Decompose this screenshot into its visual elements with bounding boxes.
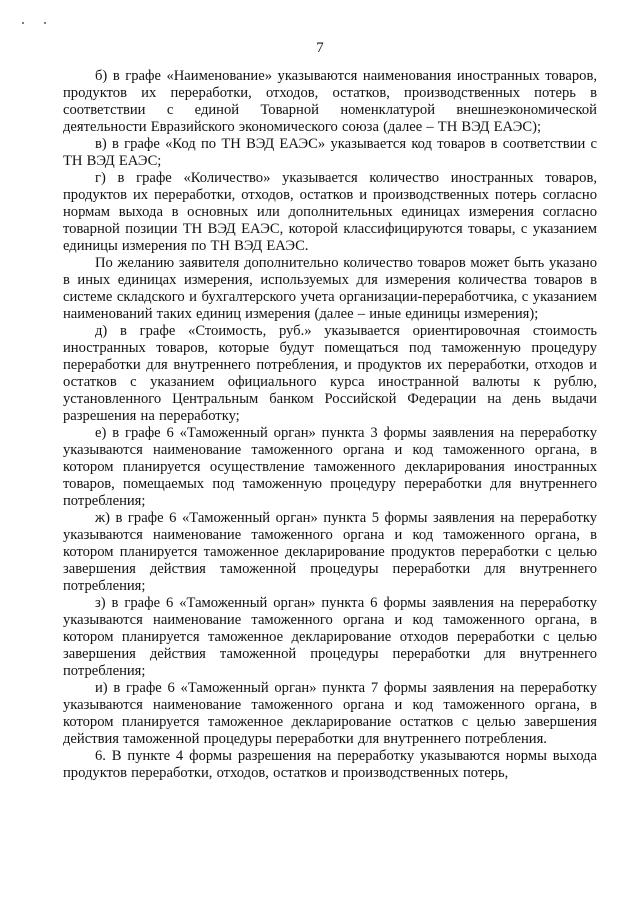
page-number: 7 xyxy=(316,40,324,56)
paragraph-v: в) в графе «Код по ТН ВЭД ЕАЭС» указывается код товаров в соответствии с ТН ВЭД ЕАЭС; xyxy=(63,136,597,169)
scan-speck xyxy=(44,22,46,24)
paragraph-zh: ж) в графе 6 «Таможенный орган» пункта 5 формы заявления на переработку указываются наименование таможенного органа и код таможенного органа, в котором планируется таможенное декларирование продуктов переработки с целью завершения действия таможенной процедуры переработки для внутреннего потребления; xyxy=(63,510,597,594)
paragraph-other-units: По желанию заявителя дополнительно количество товаров может быть указано в иных единицах измерения, используемых для измерения количества товаров в системе складского и бухгалтерского учета организации-переработчика, с указанием наименований таких единиц измерения (далее – иные единицы измерения); xyxy=(63,255,597,322)
paragraph-e: е) в графе 6 «Таможенный орган» пункта 3 формы заявления на переработку указываются наименование таможенного органа и код таможенного органа, в котором планируется осуществление таможенного декларирования иностранных товаров, помещаемых под таможенную процедуру переработки для внутреннего потребления; xyxy=(63,425,597,509)
paragraph-i: и) в графе 6 «Таможенный орган» пункта 7 формы заявления на переработку указываются наименование таможенного органа и код таможенного органа, в котором планируется таможенное декларирование остатков с целью завершения действия таможенной процедуры переработки для внутреннего потребления. xyxy=(63,680,597,747)
paragraph-b: б) в графе «Наименование» указываются наименования иностранных товаров, продуктов их переработки, отходов, остатков, производственных потерь в соответствии с единой Товарной номенклатурой внешнеэкономической деятельности Евразийского экономического союза (далее – ТН ВЭД ЕАЭС); xyxy=(63,68,597,135)
scan-speck xyxy=(22,22,24,24)
paragraph-6: 6. В пункте 4 формы разрешения на переработку указываются нормы выхода продуктов переработки, отходов, остатков и производственных потерь, xyxy=(63,748,597,781)
paragraph-g: г) в графе «Количество» указывается количество иностранных товаров, продуктов их переработки, отходов, остатков и производственных потерь согласно нормам выхода в основных или дополнительных единицах измерения согласно товарной позиции ТН ВЭД ЕАЭС, которой классифицируются товары, с указанием единицы измерения по ТН ВЭД ЕАЭС. xyxy=(63,170,597,254)
paragraph-d: д) в графе «Стоимость, руб.» указывается ориентировочная стоимость иностранных товаров, которые будут помещаться под таможенную процедуру переработки для внутреннего потребления, и продуктов их переработки, отходов и остатков с указанием официального курса иностранной валюты к рублю, установленного Центральным банком Российской Федерации на день выдачи разрешения на переработку; xyxy=(63,323,597,424)
paragraph-z: з) в графе 6 «Таможенный орган» пункта 6 формы заявления на переработку указываются наименование таможенного органа и код таможенного органа, в котором планируется таможенное декларирование отходов переработки с целью завершения действия таможенной процедуры переработки для внутреннего потребления; xyxy=(63,595,597,679)
document-body xyxy=(63,68,597,782)
